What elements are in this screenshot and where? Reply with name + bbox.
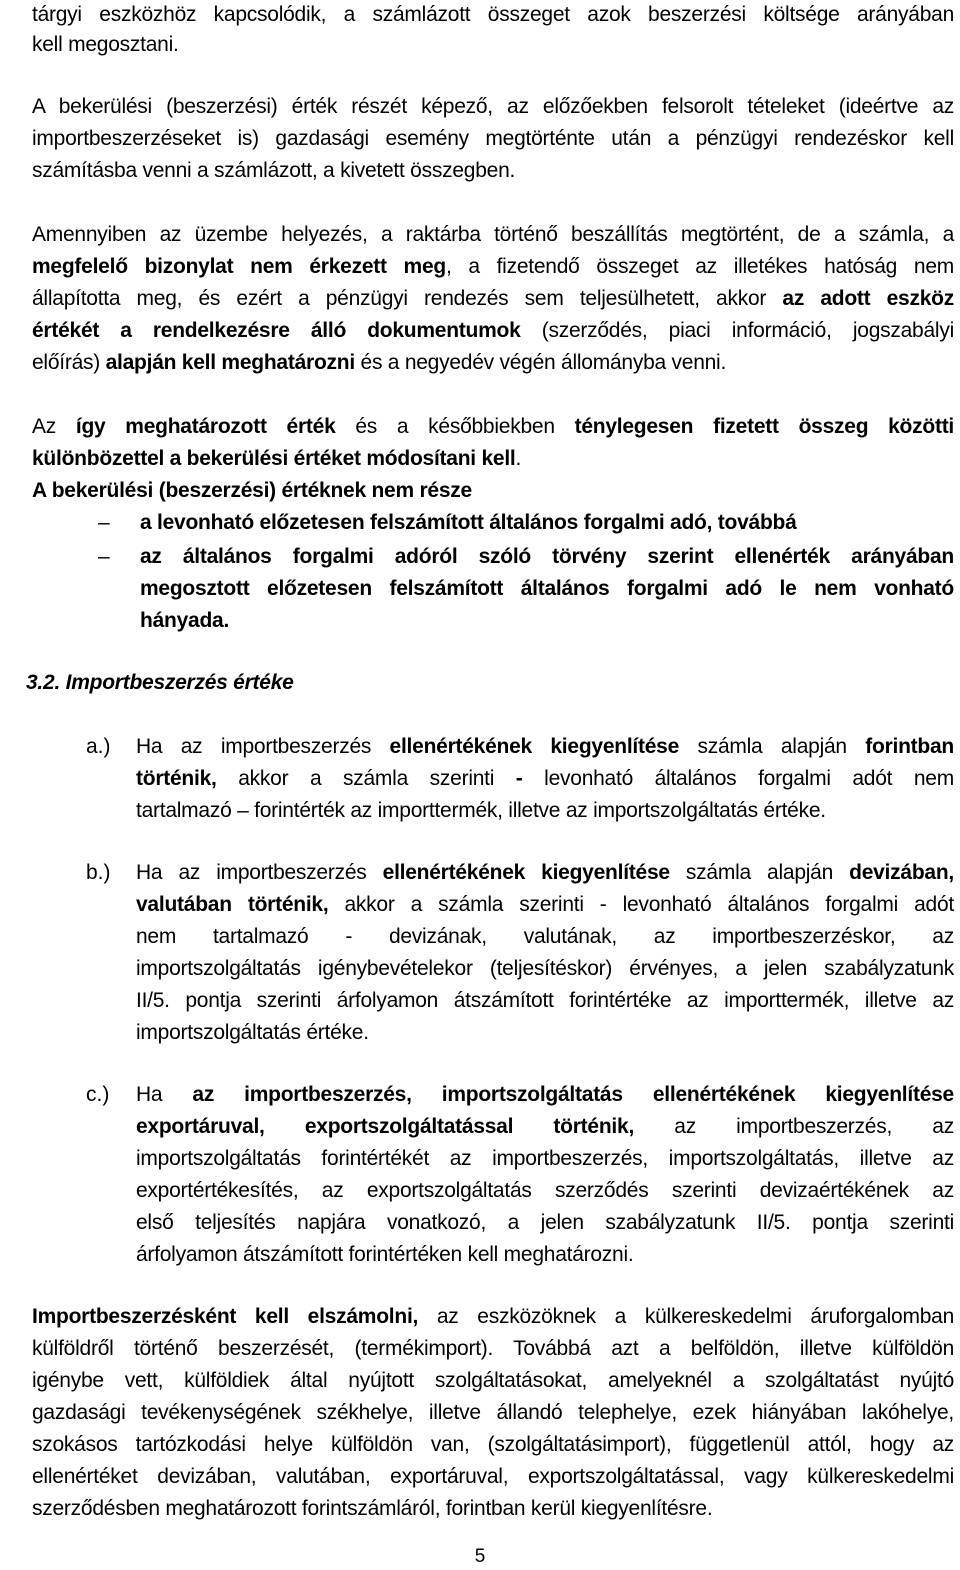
text-line [136,732,954,762]
bold-phrase: értékét a rendelkezésre álló dokumentumok [32,319,521,342]
text-line [32,348,954,378]
text-line: gazdasági tevékenységének székhelye, illetve állandó telephelye, ezek hiányában lakóhelye, [32,1401,954,1424]
text-line: kell megosztani. [32,33,179,56]
text-line [136,858,954,888]
bold-phrase: forintban [865,735,954,758]
text-line [136,1112,954,1142]
text-line: ellenértéket devizában, valutában, exportáruval, exportszolgáltatással, vagy külkereskedelmi [32,1465,954,1488]
text-line [32,316,954,346]
text-line: importbeszerzéseket is) gazdasági esemény megtörténte után a pénzügyi rendezéskor kell [32,127,954,150]
item-label: b.) [86,861,111,884]
text-line: külföldről történő beszerzését, (termékimport). Továbbá azt a belföldön, illetve külföldön [32,1337,954,1360]
text-line: szokásos tartózkodási helye külföldön van, (szolgáltatásimport), függetlenül attól, hogy az [32,1433,954,1456]
text-line: tartalmazó – forintérték az importtermék, illetve az importszolgáltatás értéke. [136,799,826,822]
bold-phrase: valutában történik, [136,893,329,916]
text-run: Az [32,415,76,438]
text-line: A bekerülési (beszerzési) értéknek nem része [32,479,472,502]
text-run: és a negyedév végén állományba venni. [354,351,727,374]
bold-phrase: ténylegesen fizetett összeg közötti [574,415,955,438]
text-line: importszolgáltatás forintértékét az importbeszerzés, importszolgáltatás, illetve az [136,1147,954,1170]
bold-phrase: az adott eszköz [782,287,954,310]
bold-phrase: exportáruval, exportszolgáltatással történik, [136,1115,635,1138]
text-run: előírás) [32,351,106,374]
item-label: a.) [86,735,111,758]
text-run: akkor a számla szerinti - levonható általános forgalmi adót [328,893,954,916]
text-line: A bekerülési (beszerzési) érték részét képező, az előzőekben felsorolt tételeket (ideértve az [32,95,954,118]
text-line: árfolyamon átszámított forintértéken kell meghatározni. [136,1243,634,1266]
item-label: c.) [86,1083,110,1106]
bold-phrase: különbözettel a bekerülési értéket módosítani kell [32,447,516,470]
text-line [32,284,954,314]
text-line: tárgyi eszközhöz kapcsolódik, a számlázott összeget azok beszerzési költsége arányában [32,3,954,26]
bold-phrase: ellenértékének kiegyenlítése [389,735,680,758]
bold-phrase: így meghatározott érték [75,415,336,438]
text-run: az importbeszerzés, az [634,1115,954,1138]
text-line [136,890,954,920]
text-line [32,412,954,442]
text-run: az eszközöknek a külkereskedelmi áruforgalomban [418,1305,954,1328]
bold-phrase: történik, [136,767,217,790]
text-run: Ha az importbeszerzés [136,861,383,884]
text-line [32,444,954,474]
bold-phrase: megfelelő bizonylat nem érkezett meg [32,255,446,278]
page-number: 5 [474,1546,486,1567]
text-line: Amennyiben az üzembe helyezés, a raktárba történő beszállítás megtörtént, de a számla, a [32,223,954,246]
list-item: a levonható előzetesen felszámított általános forgalmi adó, továbbá [140,511,797,534]
bold-phrase: ellenértékének kiegyenlítése [382,861,670,884]
text-run: és a későbbiekben [335,415,575,438]
text-line: exportértékesítés, az exportszolgáltatás szerződés szerinti devizaértékének az [136,1179,954,1202]
list-item-continued: hányada. [140,609,230,632]
bold-phrase: Importbeszerzésként kell elszámolni, [32,1305,419,1328]
text-line: igénybe vett, külföldiek által nyújtott szolgáltatásokat, amelyeknél a szolgáltatást nyújtó [32,1369,954,1392]
text-line: számításba venni a számlázott, a kivetett összegben. [32,159,516,182]
text-line: II/5. pontja szerinti árfolyamon átszámított forintértéke az importtermék, illetve az [136,989,954,1012]
bold-phrase: alapján kell meghatározni [105,351,355,374]
text-run: akkor a számla szerinti [216,767,516,790]
bold-phrase: - [515,767,523,790]
text-run: levonható általános forgalmi adót nem [522,767,954,790]
list-item-continued: megosztott előzetesen felszámított általános forgalmi adó le nem vonható [140,577,954,600]
text-line [136,764,954,794]
text-run: Ha [136,1083,193,1106]
text-run: számla alapján [669,861,850,884]
text-line: importszolgáltatás igénybevételekor (teljesítéskor) érvényes, a jelen szabályzatunk [136,957,954,980]
text-run: , a fizetendő összeget az illetékes hatóság nem [445,255,954,278]
section-heading: 3.2. Importbeszerzés értéke [26,671,294,694]
text-run: állapította meg, és ezért a pénzügyi rendezés sem teljesülhetett, akkor [32,287,783,310]
text-line [32,1302,954,1332]
text-line [32,252,954,282]
text-run: (szerződés, piaci információ, jogszabályi [520,319,954,342]
list-item: az általános forgalmi adóról szóló törvény szerint ellenérték arányában [140,545,954,568]
text-run: számla alapján [679,735,866,758]
dash-bullet: – [98,545,110,568]
text-line: első teljesítés napjára vonatkozó, a jelen szabályzatunk II/5. pontja szerinti [136,1211,954,1234]
text-line: szerződésben meghatározott forintszámláról, forintban kerül kiegyenlítésre. [32,1497,713,1520]
text-line: nem tartalmazó - devizának, valutának, az importbeszerzéskor, az [136,925,954,948]
bold-phrase: devizában, [849,861,954,884]
text-run: Ha az importbeszerzés [136,735,390,758]
text-line: importszolgáltatás értéke. [136,1021,369,1044]
dash-bullet: – [98,511,110,534]
bold-phrase: az importbeszerzés, importszolgáltatás ellenértékének kiegyenlítése [192,1083,954,1106]
text-run: . [515,447,522,470]
text-line [136,1080,954,1110]
